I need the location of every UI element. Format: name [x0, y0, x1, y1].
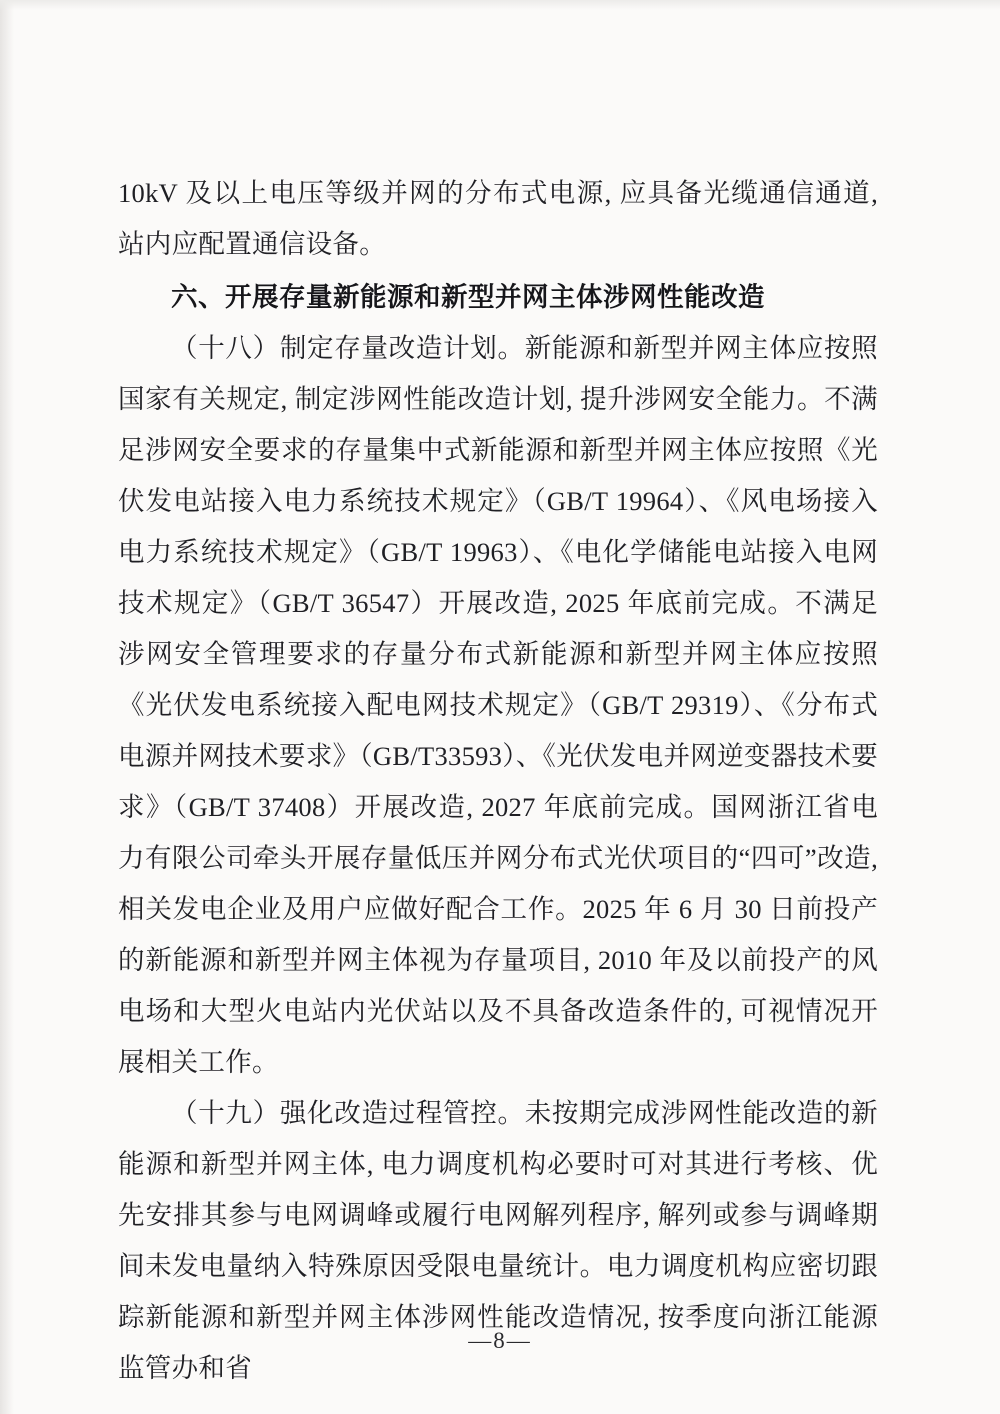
paragraph-continued: 10kV 及以上电压等级并网的分布式电源, 应具备光缆通信通道, 站内应配置通信设备。: [118, 178, 878, 259]
section-heading-six: 六、开展存量新能源和新型并网主体涉网性能改造: [171, 282, 765, 312]
paragraph-item-eighteen: （十八）制定存量改造计划。新能源和新型并网主体应按照国家有关规定, 制定涉网性能改造计划, 提升涉网安全能力。不满足涉网安全要求的存量集中式新能源和新型并网主体应按照《光伏发电站接入电力系统技术规定》（GB/T 19964）、《风电场接入电力系统技术规定》（GB/T 19963）、《电化学储能电站接入电网技术规定》（GB/T 36547）开展改造, 2025 年底前完成。不满足涉网安全管理要求的存量分布式新能源和新型并网主体应按照《光伏发电系统接入配电网技术规定》（GB/T 29319）、《分布式电源并网技术要求》（GB/T33593）、《光伏发电并网逆变器技术要求》（GB/T 37408）开展改造, 2027 年底前完成。国网浙江省电力有限公司牵头开展存量低压并网分布式光伏项目的“四可”改造, 相关发电企业及用户应做好配合工作。2025 年 6 月 30 日前投产的新能源和新型并网主体视为存量项目, 2010 年及以前投产的风电场和大型火电站内光伏站以及不具备改造条件的, 可视情况开展相关工作。: [118, 333, 878, 1077]
page-number: —8—: [468, 1328, 532, 1353]
page-edge-shadow-left: [0, 0, 14, 1414]
page-body: [118, 168, 878, 1394]
page-edge-shadow-top: [0, 0, 1000, 10]
paragraph-item-nineteen: （十九）强化改造过程管控。未按期完成涉网性能改造的新能源和新型并网主体, 电力调度机构必要时可对其进行考核、优先安排其参与电网调峰或履行电网解列程序, 解列或参与调峰期间未发电量纳入特殊原因受限电量统计。电力调度机构应密切跟踪新能源和新型并网主体涉网性能改造情况, 按季度向浙江能源监管办和省: [118, 1098, 878, 1383]
